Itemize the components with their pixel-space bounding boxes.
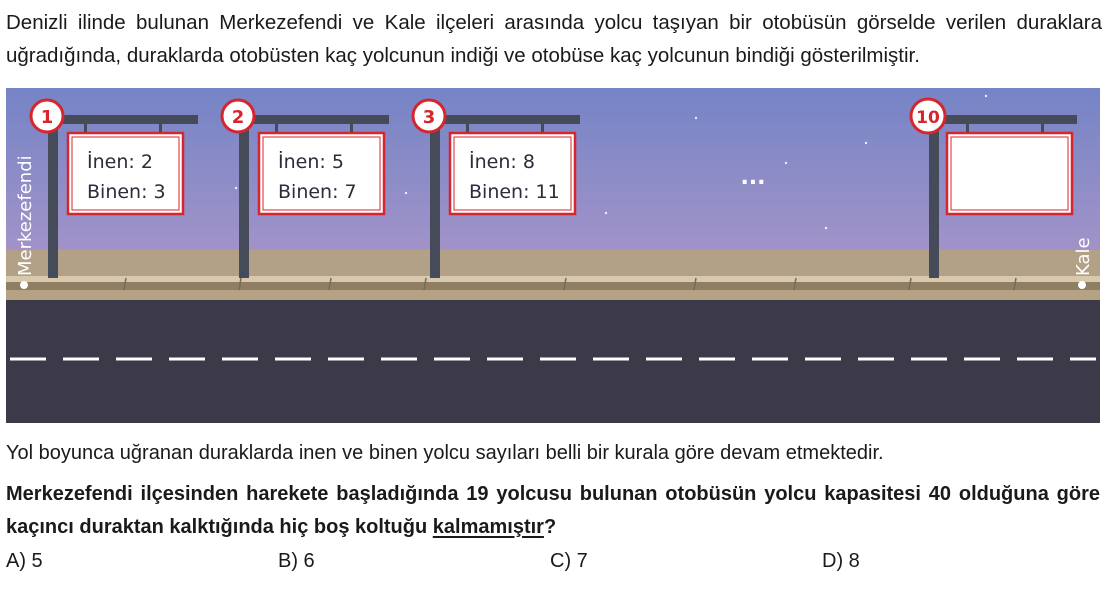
sidewalk-edge — [6, 290, 1100, 300]
option-c[interactable]: C) 7 — [550, 550, 588, 572]
option-d[interactable]: D) 8 — [822, 550, 860, 572]
stop-3-number: 3 — [422, 107, 436, 128]
pole — [48, 120, 58, 278]
question-end: ? — [543, 516, 557, 538]
pole-arm — [239, 115, 389, 124]
stop-1-line1: İnen: 2 — [87, 151, 153, 173]
stop-2-line1: İnen: 5 — [278, 151, 344, 173]
road — [6, 300, 1100, 423]
stop-3-line2: Binen: 11 — [469, 181, 560, 203]
rule-text: Yol boyunca uğranan duraklarda inen ve binen yolcu sayıları belli bir kurala göre devam etmektedir. — [6, 442, 884, 464]
pole — [430, 120, 440, 278]
curb — [6, 282, 1100, 290]
ellipsis: ... — [740, 165, 766, 190]
end-point-dot — [1078, 281, 1086, 289]
pole-arm — [48, 115, 198, 124]
start-point-dot — [20, 281, 28, 289]
option-a[interactable]: A) 5 — [6, 550, 43, 572]
pole-arm — [430, 115, 580, 124]
start-label: Merkezefendi — [15, 155, 36, 276]
answer-options — [6, 550, 1100, 580]
pole-arm — [929, 115, 1077, 124]
pole — [239, 120, 249, 278]
stop-2-line2: Binen: 7 — [278, 181, 357, 203]
stop-2-number: 2 — [231, 107, 245, 128]
bus-route-illustration — [6, 88, 1100, 423]
stop-1-number: 1 — [40, 107, 54, 128]
stop-3-line1: İnen: 8 — [469, 151, 535, 173]
option-b[interactable]: B) 6 — [278, 550, 315, 572]
question-main: Merkezefendi ilçesinden harekete başladığında 19 yolcusu bulunan otobüsün yolcu kapasitesi 40 olduğuna göre kaçıncı duraktan kalktığında hiç boş koltuğu — [6, 483, 1100, 538]
stop-10-number: 10 — [916, 108, 940, 128]
stop-1-line2: Binen: 3 — [87, 181, 166, 203]
intro-text: Denizli ilinde bulunan Merkezefendi ve Kale ilçeleri arasında yolcu taşıyan bir otobüsün görselde verilen duraklara uğradığında, duraklarda otobüsten kaç yolcunun indiği ve otobüse kaç yolcunun bindiği gösterilmiştir. — [6, 11, 1102, 67]
end-label: Kale — [1073, 237, 1094, 276]
question-text — [6, 478, 1100, 544]
pole — [929, 120, 939, 278]
question-underlined: kalmamıştır — [432, 516, 544, 538]
sign-board — [947, 133, 1072, 214]
